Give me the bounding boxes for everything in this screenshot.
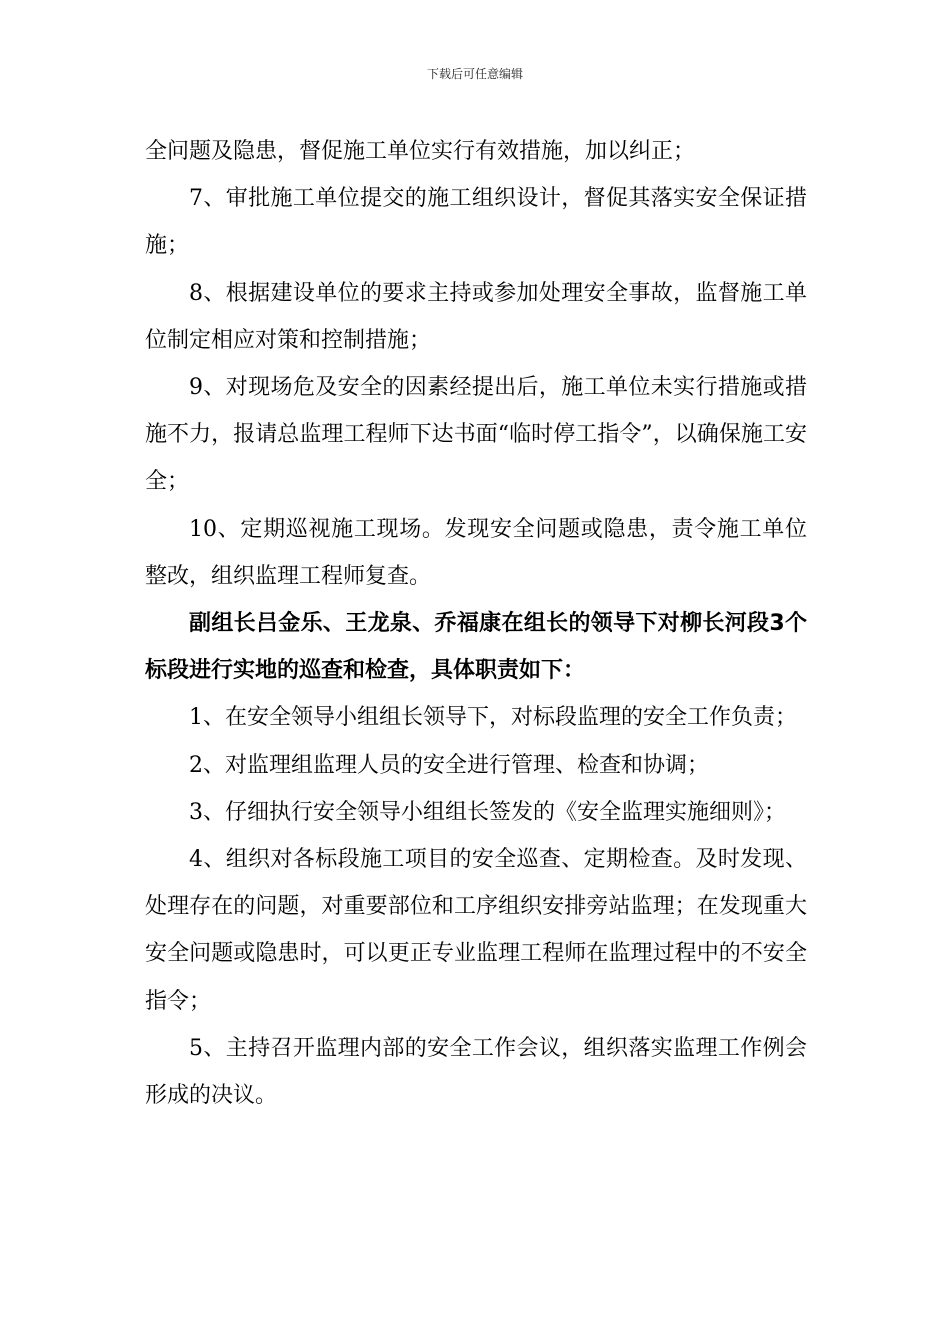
document-body xyxy=(145,128,807,1119)
paragraph-item-9: 9、对现场危及安全的因素经提出后，施工单位未实行措施或措施不力，报请总监理工程师下达书面“临时停工指令”，以确保施工安全； xyxy=(145,375,807,495)
paragraph-duty-1: 1、在安全领导小组组长领导下，对标段监理的安全工作负责； xyxy=(189,705,797,731)
page-header: 下载后可任意编辑 xyxy=(426,67,523,81)
paragraph-duty-5: 5、主持召开监理内部的安全工作会议，组织落实监理工作例会形成的决议。 xyxy=(145,1035,807,1109)
paragraph-continuation: 全问题及隐患，督促施工单位实行有效措施，加以纠正； xyxy=(145,139,696,164)
paragraph-duty-4: 4、组织对各标段施工项目的安全巡查、定期检查。及时发现、处理存在的问题，对重要部位和工序组织安排旁站监理；在发现重大安全问题或隐患时，可以更正专业监理工程师在监理过程中的不安全指令； xyxy=(145,847,807,1014)
paragraph-duty-3: 3、仔细执行安全领导小组组长签发的《安全监理实施细则》； xyxy=(189,799,786,825)
paragraph-item-10: 10、定期巡视施工现场。发现安全问题或隐患，责令施工单位整改，组织监理工程师复查。 xyxy=(145,516,807,589)
paragraph-item-7: 7、审批施工单位提交的施工组织设计，督促其落实安全保证措施； xyxy=(145,186,807,259)
section-heading-deputy-leaders: 副组长吕金乐、王龙泉、乔福康在组长的领导下对柳长河段3个标段进行实地的巡查和检查，具体职责如下： xyxy=(145,611,807,684)
paragraph-item-8: 8、根据建设单位的要求主持或参加处理安全事故，监督施工单位制定相应对策和控制措施； xyxy=(145,280,807,353)
paragraph-duty-2: 2、对监理组监理人员的安全进行管理、检查和协调； xyxy=(189,752,709,778)
